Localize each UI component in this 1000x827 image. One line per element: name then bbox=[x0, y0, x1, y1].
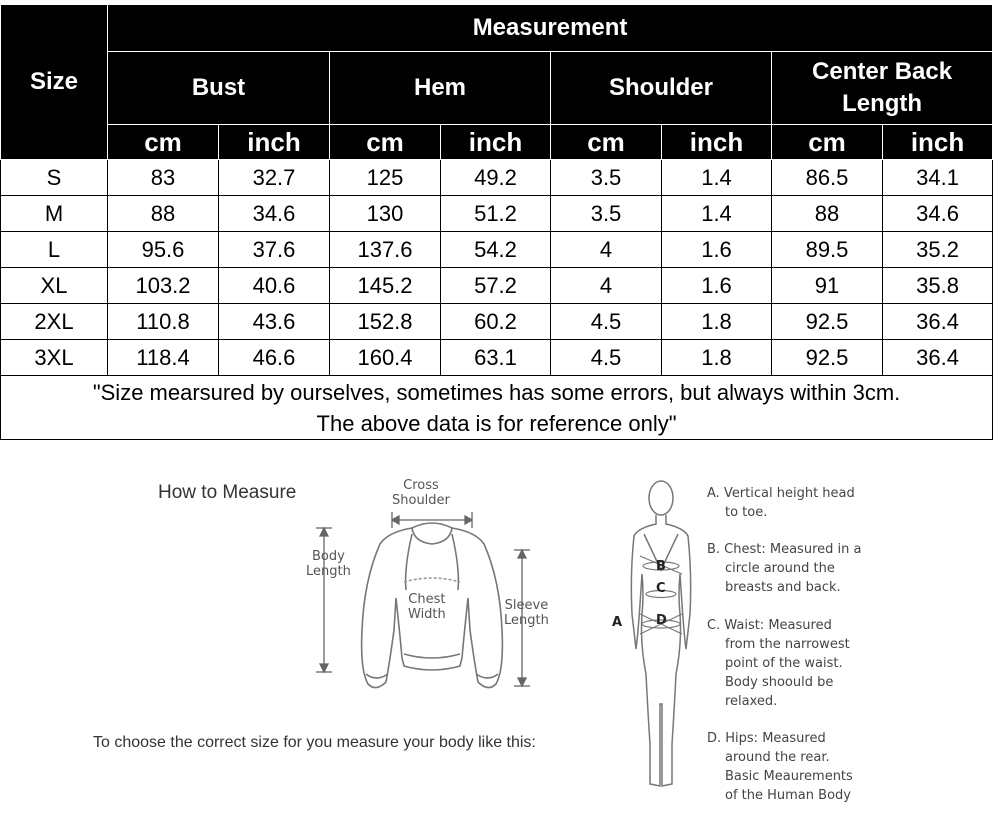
unit-header: inch bbox=[441, 125, 551, 160]
value-cell: 86.5 bbox=[772, 160, 883, 196]
value-cell: 34.6 bbox=[219, 196, 330, 232]
unit-header: inch bbox=[219, 125, 330, 160]
how-to-measure-title: How to Measure bbox=[158, 482, 297, 503]
value-cell: 92.5 bbox=[772, 340, 883, 376]
value-cell: 51.2 bbox=[441, 196, 551, 232]
value-cell: 35.2 bbox=[883, 232, 993, 268]
size-header: Size bbox=[1, 5, 108, 160]
table-row bbox=[1, 160, 993, 196]
disclaimer-line-2: The above data is for reference only" bbox=[316, 410, 677, 436]
group-header-bust: Bust bbox=[108, 52, 330, 125]
value-cell: 1.4 bbox=[662, 196, 772, 232]
value-cell: 49.2 bbox=[441, 160, 551, 196]
size-cell: 2XL bbox=[1, 304, 108, 340]
value-cell: 37.6 bbox=[219, 232, 330, 268]
value-cell: 88 bbox=[108, 196, 219, 232]
value-cell: 1.6 bbox=[662, 232, 772, 268]
chest-width-label: Chest Width bbox=[408, 592, 446, 622]
table-row bbox=[1, 340, 993, 376]
value-cell: 46.6 bbox=[219, 340, 330, 376]
value-cell: 152.8 bbox=[330, 304, 441, 340]
value-cell: 60.2 bbox=[441, 304, 551, 340]
value-cell: 1.8 bbox=[662, 340, 772, 376]
value-cell: 4 bbox=[551, 232, 662, 268]
value-cell: 1.4 bbox=[662, 160, 772, 196]
value-cell: 1.8 bbox=[662, 304, 772, 340]
group-header-shoulder: Shoulder bbox=[551, 52, 772, 125]
unit-header: cm bbox=[551, 125, 662, 160]
unit-header: cm bbox=[330, 125, 441, 160]
value-cell: 57.2 bbox=[441, 268, 551, 304]
value-cell: 32.7 bbox=[219, 160, 330, 196]
marker-a: A bbox=[612, 615, 623, 630]
marker-b: B bbox=[656, 559, 666, 574]
value-cell: 35.8 bbox=[883, 268, 993, 304]
value-cell: 4.5 bbox=[551, 340, 662, 376]
unit-header: inch bbox=[883, 125, 993, 160]
value-cell: 95.6 bbox=[108, 232, 219, 268]
value-cell: 34.6 bbox=[883, 196, 993, 232]
value-cell: 3.5 bbox=[551, 160, 662, 196]
unit-header: inch bbox=[662, 125, 772, 160]
measurement-header: Measurement bbox=[108, 5, 993, 52]
unit-header: cm bbox=[772, 125, 883, 160]
value-cell: 91 bbox=[772, 268, 883, 304]
unit-header: cm bbox=[108, 125, 219, 160]
value-cell: 43.6 bbox=[219, 304, 330, 340]
value-cell: 4.5 bbox=[551, 304, 662, 340]
size-cell: M bbox=[1, 196, 108, 232]
value-cell: 110.8 bbox=[108, 304, 219, 340]
value-cell: 40.6 bbox=[219, 268, 330, 304]
value-cell: 130 bbox=[330, 196, 441, 232]
value-cell: 34.1 bbox=[883, 160, 993, 196]
value-cell: 36.4 bbox=[883, 340, 993, 376]
legend-a: A. Vertical height head to toe. bbox=[707, 486, 855, 520]
table-row bbox=[1, 232, 993, 268]
group-header-hem: Hem bbox=[330, 52, 551, 125]
value-cell: 3.5 bbox=[551, 196, 662, 232]
value-cell: 4 bbox=[551, 268, 662, 304]
measure-instruction: To choose the correct size for you measure your body like this: bbox=[93, 734, 536, 751]
value-cell: 103.2 bbox=[108, 268, 219, 304]
value-cell: 36.4 bbox=[883, 304, 993, 340]
value-cell: 1.6 bbox=[662, 268, 772, 304]
table-row bbox=[1, 304, 993, 340]
table-row bbox=[1, 196, 993, 232]
value-cell: 145.2 bbox=[330, 268, 441, 304]
unit-header-row bbox=[1, 125, 993, 160]
value-cell: 83 bbox=[108, 160, 219, 196]
legend-d: D. Hips: Measured around the rear. Basic Meaurements of the Human Body bbox=[707, 731, 853, 803]
legend-c: C. Waist: Measured from the narrowest point of the waist. Body shoould be relaxed. bbox=[707, 618, 850, 709]
disclaimer-line-1: "Size mearsured by ourselves, sometimes has some errors, but always within 3cm. bbox=[92, 379, 901, 405]
value-cell: 63.1 bbox=[441, 340, 551, 376]
value-cell: 137.6 bbox=[330, 232, 441, 268]
sleeve-length-label: Sleeve Length bbox=[504, 598, 549, 628]
value-cell: 54.2 bbox=[441, 232, 551, 268]
size-cell: XL bbox=[1, 268, 108, 304]
value-cell: 125 bbox=[330, 160, 441, 196]
group-header-center-back-length: Center Back Length bbox=[772, 52, 993, 125]
legend-b: B. Chest: Measured in a circle around the breasts and back. bbox=[707, 542, 862, 595]
size-cell: 3XL bbox=[1, 340, 108, 376]
size-chart-table bbox=[0, 4, 993, 440]
size-cell: L bbox=[1, 232, 108, 268]
size-cell: S bbox=[1, 160, 108, 196]
body-length-label: Body Length bbox=[306, 549, 351, 579]
marker-c: C bbox=[656, 581, 666, 596]
disclaimer-note bbox=[1, 376, 993, 440]
marker-d: D bbox=[656, 613, 667, 628]
value-cell: 118.4 bbox=[108, 340, 219, 376]
value-cell: 92.5 bbox=[772, 304, 883, 340]
cross-shoulder-label: Cross Shoulder bbox=[392, 478, 450, 508]
table-row bbox=[1, 268, 993, 304]
human-body-diagram-icon bbox=[616, 474, 706, 804]
value-cell: 88 bbox=[772, 196, 883, 232]
value-cell: 160.4 bbox=[330, 340, 441, 376]
value-cell: 89.5 bbox=[772, 232, 883, 268]
